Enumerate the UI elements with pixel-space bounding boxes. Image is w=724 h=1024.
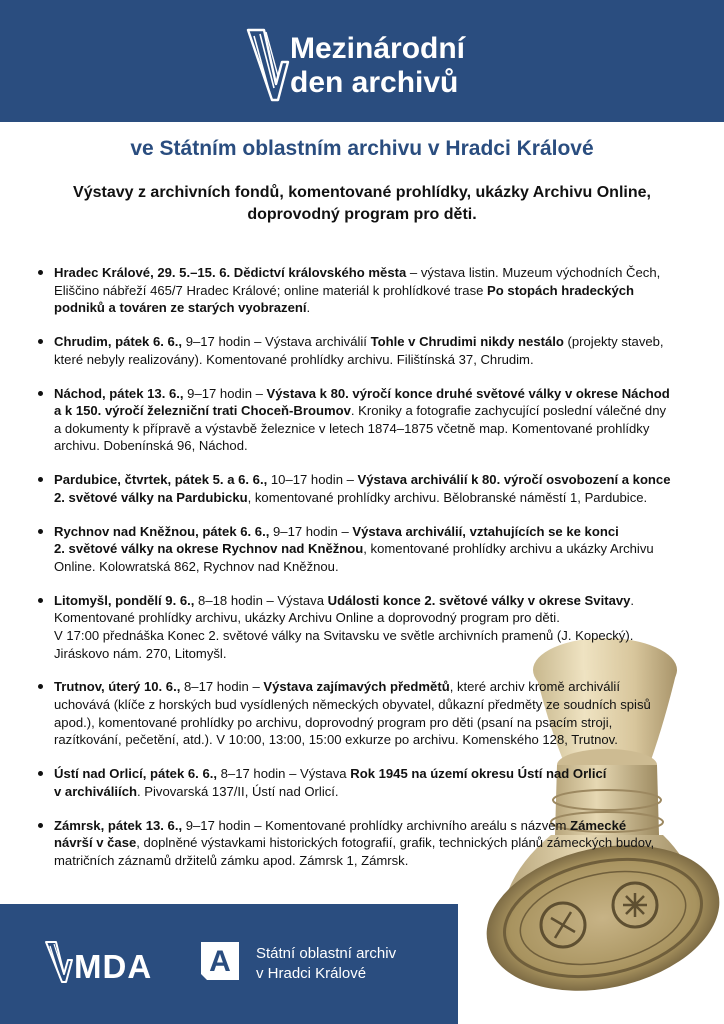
event-bold-text: Tohle v Chrudimi nikdy nestálo [370, 334, 564, 350]
event-line2 [54, 540, 696, 558]
event-bold-text: 2. světové války na okrese Rychnov nad Kněžnou [54, 541, 364, 557]
event-line3 [54, 627, 696, 645]
archive-name-line2: v Hradci Králové [256, 965, 367, 982]
event-text: 10–17 hodin – [267, 472, 358, 488]
event-text: , komentované prohlídky archivu a ukázky Archivu [363, 541, 654, 557]
event-line1 [54, 385, 696, 403]
event-bold-text: Zámecké [570, 817, 627, 833]
header-title [290, 32, 465, 100]
event-line1 [54, 592, 696, 610]
event-line1 [54, 678, 696, 696]
event-text: archivu. Dobenínská 96, Náchod. [54, 438, 248, 454]
event-bold-text: návrší v čase [54, 835, 137, 851]
event-bold-text: Náchod, pátek 13. 6., [54, 385, 184, 401]
event-line1 [54, 471, 696, 489]
event-line3 [54, 420, 696, 438]
event-text: 8–17 hodin – Výstava [217, 766, 351, 782]
event-text: – výstava listin. Muzeum východních Čech, [406, 265, 661, 280]
event-line2 [54, 402, 696, 420]
header-title-line2: den archivů [290, 66, 459, 99]
event-text: uchovává (klíče z horských bud vysídlených německých obyvatel, důkazní předměty ze soudních spisů [54, 697, 651, 713]
event-rychnov [32, 523, 696, 576]
header-banner [0, 0, 724, 122]
event-bold-text: Události konce 2. světové války v okrese Svitavy [327, 592, 631, 608]
intro-text [40, 182, 684, 226]
event-line3 [54, 299, 696, 317]
event-trutnov [32, 678, 696, 748]
event-bold-text: Rychnov nad Kněžnou, pátek 6. 6., [54, 523, 270, 539]
event-text: , doplněné výstavkami historických fotografií, grafik, technických plánů zámeckých budov, [136, 835, 655, 851]
event-bold-text: a k 150. výročí železniční trati Choceň-Broumov [54, 403, 351, 419]
event-line4 [54, 437, 696, 455]
archive-name-line1: Státní oblastní archiv [256, 945, 397, 962]
event-usti-nad-orlici [32, 765, 696, 800]
event-bold-text: Rok 1945 na území okresu Ústí nad Orlicí [350, 766, 607, 782]
event-line2 [54, 351, 696, 369]
event-text: Komentované prohlídky archivu, ukázky Archivu Online a doprovodný program pro děti. [54, 610, 560, 626]
event-text: V 17:00 přednáška Konec 2. světové války na Svitavsku ve světle archivních pramenů (J. Kopecký). [54, 627, 634, 643]
event-text: . [306, 300, 311, 316]
event-bold-text: Zámrsk, pátek 13. 6., [54, 817, 183, 833]
event-bold-text: Výstava k 80. výročí konce druhé světové války v okrese Náchod [266, 385, 670, 401]
event-line3 [54, 852, 696, 870]
event-hradec-kralove [32, 264, 696, 317]
event-text: , komentované prohlídky archivu. Bělobranské náměstí 1, Pardubice. [247, 489, 648, 505]
event-bold-text: Trutnov, úterý 10. 6., [54, 679, 181, 695]
event-bold-text: 2. světové války na Pardubicku [54, 489, 248, 505]
event-pardubice [32, 471, 696, 506]
event-line3 [54, 558, 696, 576]
event-bold-text: Výstava archiválií, vztahujících se ke konci [352, 523, 619, 539]
event-text: apod.), komentované prohlídky po archivu, doprovodný program pro děti (psaní na psacím stroji, [54, 714, 613, 730]
event-line2 [54, 282, 696, 300]
event-line4 [54, 645, 696, 663]
event-bold-text: Litomyšl, pondělí 9. 6., [54, 592, 195, 608]
header-title-line1: Mezinárodní [290, 32, 466, 65]
event-line2 [54, 609, 696, 627]
event-line2 [54, 696, 696, 714]
event-line3 [54, 714, 696, 732]
event-zamrsk [32, 817, 696, 870]
event-bold-text: Výstava zajímavých předmětů [263, 679, 450, 695]
event-bold-text: Chrudim, pátek 6. 6., [54, 334, 183, 350]
events-list [32, 264, 696, 886]
event-text: 8–17 hodin – [180, 679, 264, 695]
event-line2 [54, 834, 696, 852]
event-line1 [54, 817, 696, 835]
event-text: Jiráskovo nám. 270, Litomyšl. [54, 645, 227, 661]
event-text: . Pivovarská 137/II, Ústí nad Orlicí. [136, 783, 339, 799]
event-text: matričních záznamů držitelů zámku apod. Zámrsk 1, Zámrsk. [54, 852, 409, 868]
event-text: (projekty staveb, [563, 334, 664, 350]
archive-badge-letter: A [209, 945, 231, 978]
page-subtitle: ve Státním oblastním archivu v Hradci Králové [130, 137, 594, 160]
event-chrudim [32, 333, 696, 368]
event-line1 [54, 264, 696, 282]
event-text: 9–17 hodin – Komentované prohlídky archivního areálu s názvem [182, 817, 571, 833]
event-bold-text: Výstava archiválií k 80. výročí osvobození a konce [357, 472, 671, 488]
event-text: 9–17 hodin – [269, 523, 353, 539]
event-bold-text: Po stopách hradeckých [487, 282, 635, 298]
event-text: 8–18 hodin – Výstava [194, 592, 328, 608]
event-line1 [54, 523, 696, 541]
event-bold-text: podniků a továren ze starých vyobrazení [54, 300, 307, 316]
mda-wing-small-icon [44, 938, 74, 984]
event-text: . [630, 592, 635, 608]
event-text: razítkování, pečetění, atd.). V 10:00, 13:00, 15:00 exkurze po archivu. Komenského 128, Trutnov. [54, 732, 618, 748]
event-line4 [54, 731, 696, 749]
event-text: Eliščino nábřeží 465/7 Hradec Králové; online materiál k prohlídkové trase [54, 282, 488, 298]
intro-line1: Výstavy z archivních fondů, komentované prohlídky, ukázky Archivu Online, [73, 184, 651, 201]
event-line2 [54, 783, 696, 801]
event-litomysl [32, 592, 696, 662]
event-text: které nebyly realizovány). Komentované prohlídky archivu. Filištínská 37, Chrudim. [54, 351, 534, 367]
event-line1 [54, 333, 696, 351]
event-text: . Kroniky a fotografie zachycující poslední válečné dny [350, 403, 667, 419]
event-text: Online. Kolowratská 862, Rychnov nad Kněžnou. [54, 558, 339, 574]
event-nachod [32, 385, 696, 455]
event-text: , které archiv kromě archiválií [449, 679, 620, 695]
mda-wing-logo-icon [246, 24, 290, 102]
intro-line2: doprovodný program pro děti. [247, 206, 477, 223]
event-line1 [54, 765, 696, 783]
mda-logo-label: MDA [74, 948, 153, 985]
event-bold-text: Pardubice, čtvrtek, pátek 5. a 6. 6., [54, 472, 268, 488]
event-bold-text: Ústí nad Orlicí, pátek 6. 6., [54, 766, 218, 782]
event-text: 9–17 hodin – [183, 385, 267, 401]
event-text: a dokumenty k přípravě a výstavbě železnice v letech 1874–1875 včetně map. Komentované prohlídky [54, 420, 650, 436]
event-line2 [54, 489, 696, 507]
event-text: 9–17 hodin – Výstava archiválií [182, 334, 371, 350]
event-bold-text: v archiváliích [54, 783, 137, 799]
event-bold-text: Hradec Králové, 29. 5.–15. 6. Dědictví královského města [54, 265, 407, 280]
